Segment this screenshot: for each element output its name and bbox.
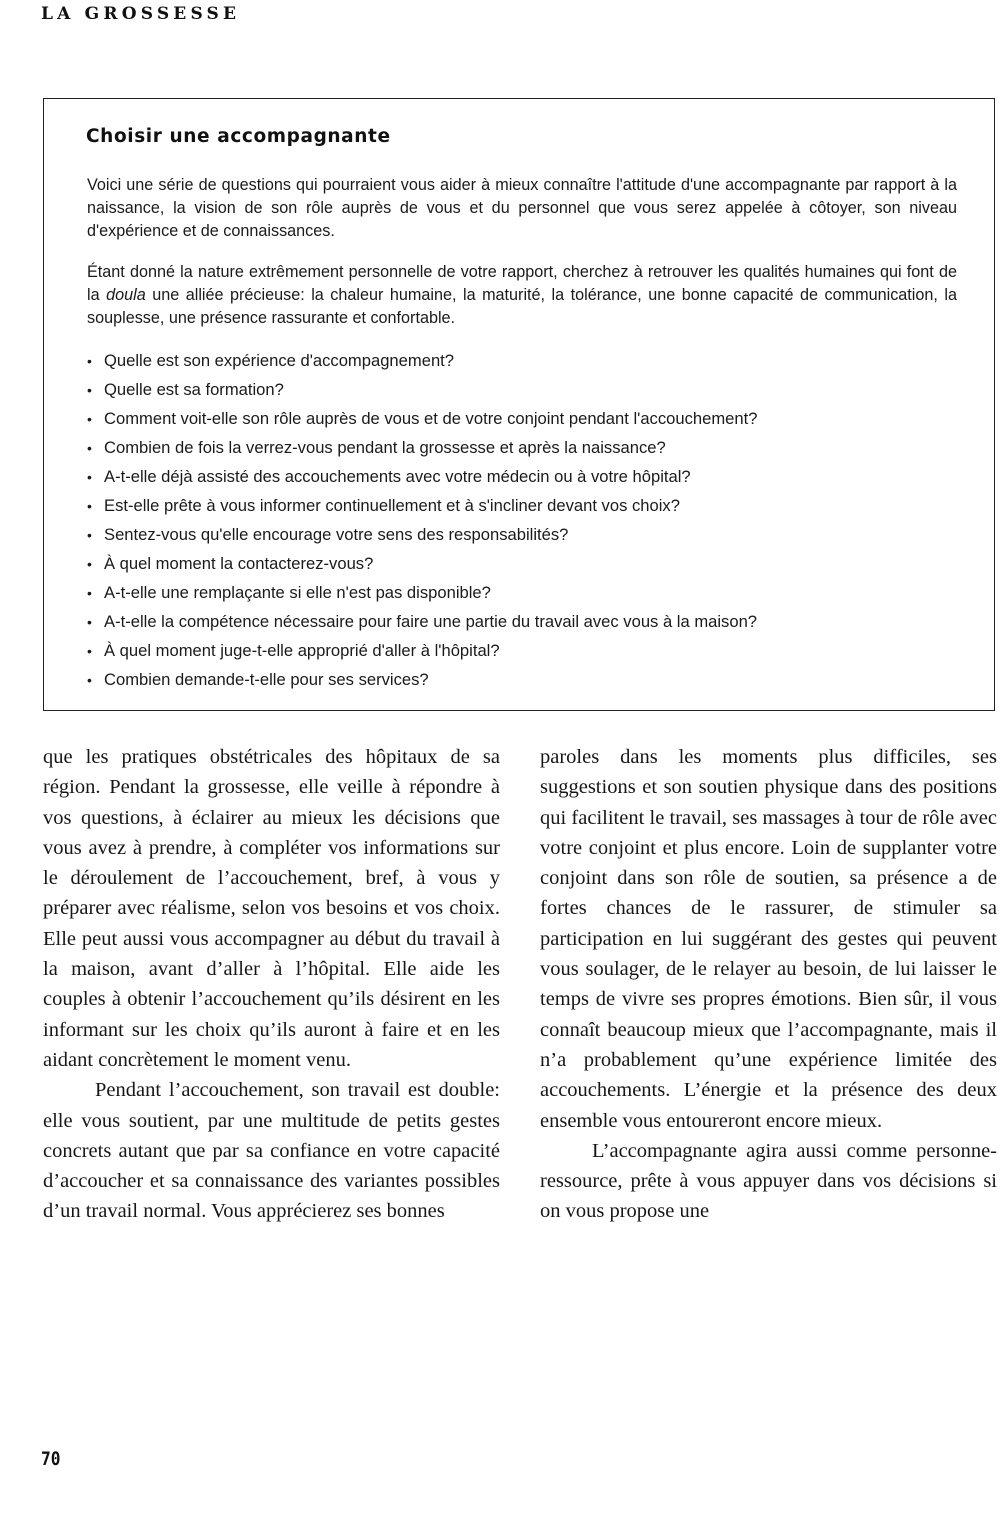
body-paragraph: Pendant l’accouchement, son travail est double: elle vous soutient, par une multitude de petits gestes concrets autant que par sa confiance en votre capacité d’accoucher et sa connaissance des variantes possibles d’un travail normal. Vous apprécierez ses bonnes	[43, 1079, 500, 1223]
bullet-icon: •	[87, 614, 92, 630]
sidebar-intro-paragraph: Voici une série de questions qui pourraient vous aider à mieux connaître l'attitude d'une accompagnante par rapport à la naissance, la vision de son rôle auprès de vous et du personnel que vous serez appelée à côtoyer, son niveau d'expérience et de connaissances.	[87, 176, 957, 241]
list-item	[87, 433, 757, 462]
italic-term-doula: doula	[106, 286, 146, 305]
sidebar-box-choisir-accompagnante	[43, 98, 995, 711]
list-item	[87, 462, 757, 491]
question-text: Comment voit-elle son rôle auprès de vous et de votre conjoint pendant l'accouchement?	[104, 409, 758, 428]
list-item	[87, 404, 757, 433]
running-head: LA GROSSESSE	[41, 4, 241, 24]
bullet-icon: •	[87, 527, 92, 543]
list-item	[87, 549, 757, 578]
body-paragraph: que les pratiques obstétricales des hôpitaux de sa région. Pendant la grossesse, elle veille à répondre à vos questions, à éclairer au mieux les décisions que vous avez à prendre, à compléter vos informations sur le déroulement de l’accouchement, bref, à vous y préparer avec réalisme, selon vos besoins et vos choix. Elle peut aussi vous accompagner au début du travail à la maison, avant d’aller à l’hôpital. Elle aide les couples à obtenir l’accouchement qu’ils désirent en les informant sur les choix qu’ils auront à faire et en les aidant concrètement le moment venu.	[43, 746, 500, 1071]
question-text: Sentez-vous qu'elle encourage votre sens des responsabilités?	[104, 525, 569, 544]
question-text: Combien demande-t-elle pour ses services?	[104, 670, 429, 689]
questions-list	[87, 346, 757, 694]
sidebar-qualities-paragraph	[87, 261, 957, 331]
text-run: Étant donné la nature extrêmement personnelle de votre rapport, cherchez à retrouver les qualités humaines qui font de la	[87, 263, 957, 305]
body-paragraph: paroles dans les moments plus difficiles, ses suggestions et son soutien physique dans des positions qui facilitent le travail, ses massages à tour de rôle avec votre conjoint et plus encore. Loin de supplanter votre conjoint dans son rôle de soutien, sa présence a de fortes chances de le rassurer, de stimuler sa participation en lui suggérant des gestes qui peuvent vous soulager, de le relayer au besoin, de lui laisser le temps de vivre ses propres émotions. Bien sûr, il vous connaît beaucoup mieux que l’accompagnante, mais il n’a probablement qu’une expérience limitée des accouchements. L’énergie et la présence des deux ensemble vous entoureront encore mieux.	[540, 746, 997, 1132]
bullet-icon: •	[87, 585, 92, 601]
list-item	[87, 520, 757, 549]
bullet-icon: •	[87, 498, 92, 514]
bullet-icon: •	[87, 643, 92, 659]
question-text: Quelle est sa formation?	[104, 380, 284, 399]
bullet-icon: •	[87, 672, 92, 688]
list-item	[87, 636, 757, 665]
sidebar-title: Choisir une accompagnante	[86, 126, 391, 147]
list-item	[87, 346, 757, 375]
question-text: Quelle est son expérience d'accompagnement?	[104, 351, 455, 370]
question-text: À quel moment la contacterez-vous?	[104, 554, 374, 573]
list-item	[87, 578, 757, 607]
bullet-icon: •	[87, 382, 92, 398]
bullet-icon: •	[87, 353, 92, 369]
list-item	[87, 491, 757, 520]
page-number: 70	[41, 1448, 61, 1470]
body-column-left	[43, 742, 500, 1227]
bullet-icon: •	[87, 440, 92, 456]
body-paragraph: L’accompagnante agira aussi comme personne-ressource, prête à vous appuyer dans vos décisions si on vous propose une	[540, 1139, 997, 1223]
text-run: une alliée précieuse: la chaleur humaine, la maturité, la tolérance, une bonne capacité de communication, la souplesse, une présence rassurante et confortable.	[87, 286, 957, 328]
bullet-icon: •	[87, 556, 92, 572]
question-text: A-t-elle déjà assisté des accouchements avec votre médecin ou à votre hôpital?	[104, 467, 691, 486]
list-item	[87, 375, 757, 404]
question-text: A-t-elle la compétence nécessaire pour faire une partie du travail avec vous à la maison?	[104, 612, 758, 631]
bullet-icon: •	[87, 469, 92, 485]
question-text: À quel moment juge-t-elle approprié d'aller à l'hôpital?	[104, 641, 500, 660]
list-item	[87, 665, 757, 694]
question-text: Combien de fois la verrez-vous pendant la grossesse et après la naissance?	[104, 438, 666, 457]
question-text: Est-elle prête à vous informer continuellement et à s'incliner devant vos choix?	[104, 496, 680, 515]
bullet-icon: •	[87, 411, 92, 427]
list-item	[87, 607, 757, 636]
question-text: A-t-elle une remplaçante si elle n'est pas disponible?	[104, 583, 491, 602]
body-column-right	[540, 742, 997, 1227]
